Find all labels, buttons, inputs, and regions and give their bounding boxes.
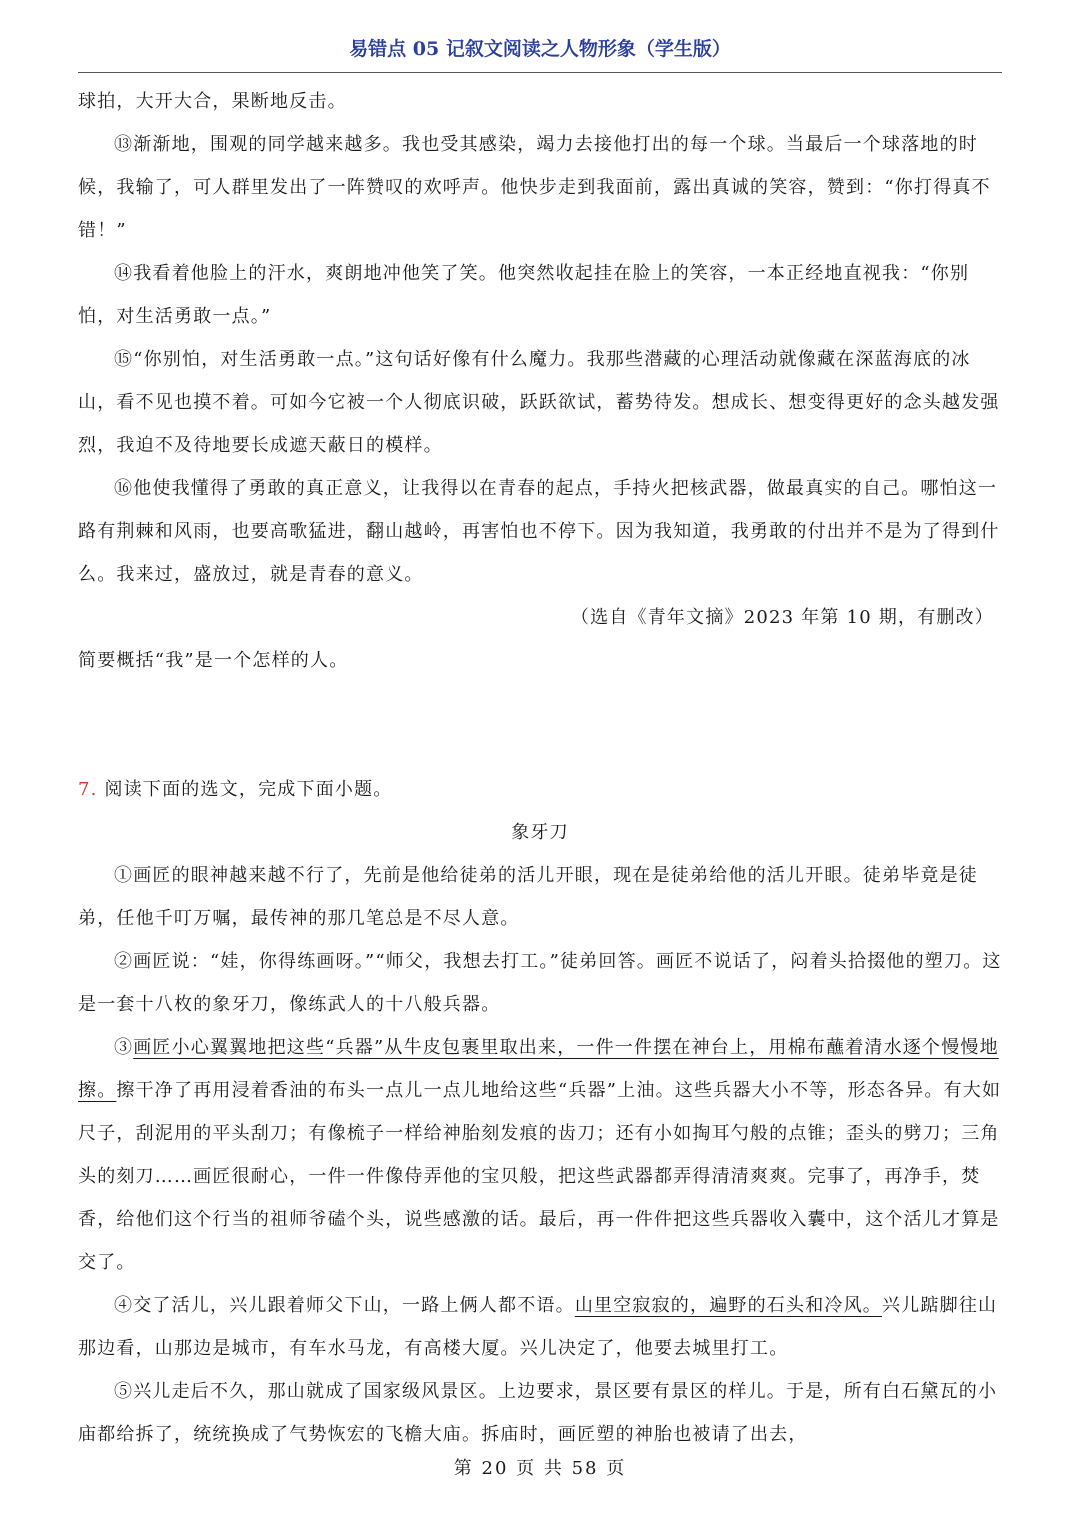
paragraph-4 xyxy=(78,1284,1002,1370)
passage-title: 象牙刀 xyxy=(511,822,569,843)
paragraph-14: ⑭我看着他脸上的汗水，爽朗地冲他笑了笑。他突然收起挂在脸上的笑容，一本正经地直视我：“你别怕，对生活勇敢一点。” xyxy=(78,263,970,327)
paragraph-3-number: ③ xyxy=(114,1037,134,1058)
underlined-sentence-2: 山里空寂寂的，遍野的石头和冷风。 xyxy=(574,1295,883,1316)
question-text: 简要概括“我”是一个怎样的人。 xyxy=(78,650,349,671)
question-number: 7. xyxy=(78,779,98,800)
question-7-heading xyxy=(78,768,1002,811)
paragraph-13: ⑬渐渐地，围观的同学越来越多。我也受其感染，竭力去接他打出的每一个球。当最后一个球落地的时候，我输了，可人群里发出了一阵赞叹的欢呼声。他快步走到我面前，露出真诚的笑容，赞到：“你打得真不错！” xyxy=(78,134,991,241)
paragraph-4-start: ④交了活儿，兴儿跟着师父下山，一路上俩人都不语。 xyxy=(114,1295,575,1316)
page-header-title: 易错点 05 记叙文阅读之人物形象（学生版） xyxy=(349,38,731,60)
header-divider xyxy=(78,72,1002,73)
answer-space xyxy=(78,682,1002,768)
page-number: 第 20 页 共 58 页 xyxy=(453,1458,627,1479)
paragraph-5: ⑤兴儿走后不久，那山就成了国家级风景区。上边要求，景区要有景区的样儿。于是，所有白石黛瓦的小庙都给拆了，统统换成了气势恢宏的飞檐大庙。拆庙时，画匠塑的神胎也被请了出去， xyxy=(78,1381,998,1445)
paragraph-16: ⑯他使我懂得了勇敢的真正意义，让我得以在青春的起点，手持火把核武器，做最真实的自己。哪怕这一路有荆棘和风雨，也要高歌猛进，翻山越岭，再害怕也不停下。因为我知道，我勇敢的付出并不是为了得到什么。我来过，盛放过，就是青春的意义。 xyxy=(78,478,1000,585)
paragraph-1: ①画匠的眼神越来越不行了，先前是他给徒弟的活儿开眼，现在是徒弟给他的活儿开眼。徒弟毕竟是徒弟，任他千叮万嘱，最传神的那几笔总是不尽人意。 xyxy=(78,865,978,929)
page-content xyxy=(78,80,1002,1456)
paragraph-continued: 球拍，大开大合，果断地反击。 xyxy=(78,91,347,112)
underlined-sentence: 画匠小心翼翼地把这些“兵器”从牛皮包裹里取出来，一件一件摆在神台上，用棉布蘸着清水逐个慢慢地擦。 xyxy=(78,1037,999,1101)
paragraph-15: ⑮“你别怕，对生活勇敢一点。”这句话好像有什么魔力。我那些潜藏的心理活动就像藏在深蓝海底的冰山，看不见也摸不着。可如今它被一个人彻底识破，跃跃欲试，蓄势待发。想成长、想变得更好的念头越发强烈，我迫不及待地要长成遮天蔽日的模样。 xyxy=(78,349,1000,456)
paragraph-3 xyxy=(78,1026,1002,1284)
paragraph-4-end: 兴儿踮脚往山那边看，山那边是城市，有车水马龙，有高楼大厦。兴儿决定了，他要去城里打工。 xyxy=(78,1295,998,1359)
source-citation: （选自《青年文摘》2023 年第 10 期，有删改） xyxy=(570,607,994,628)
paragraph-2: ②画匠说：“娃，你得练画呀。”“师父，我想去打工。”徒弟回答。画匠不说话了，闷着头拾掇他的塑刀。这是一套十八枚的象牙刀，像练武人的十八般兵器。 xyxy=(78,951,1002,1015)
paragraph-3-rest: 擦干净了再用浸着香油的布头一点儿一点儿地给这些“兵器”上油。这些兵器大小不等，形态各异。有大如尺子，刮泥用的平头刮刀；有像梳子一样给神胎刻发痕的齿刀；还有小如掏耳勺般的点锥；歪头的劈刀；三角头的刻刀……画匠很耐心，一件一件像侍弄他的宝贝般，把这些武器都弄得清清爽爽。完事了，再净手，焚香，给他们这个行当的祖师爷磕个头，说些感激的话。最后，再一件件把这些兵器收入囊中，这个活儿才算是交了。 xyxy=(78,1080,1002,1273)
question-prompt: 阅读下面的选文，完成下面小题。 xyxy=(104,779,393,800)
